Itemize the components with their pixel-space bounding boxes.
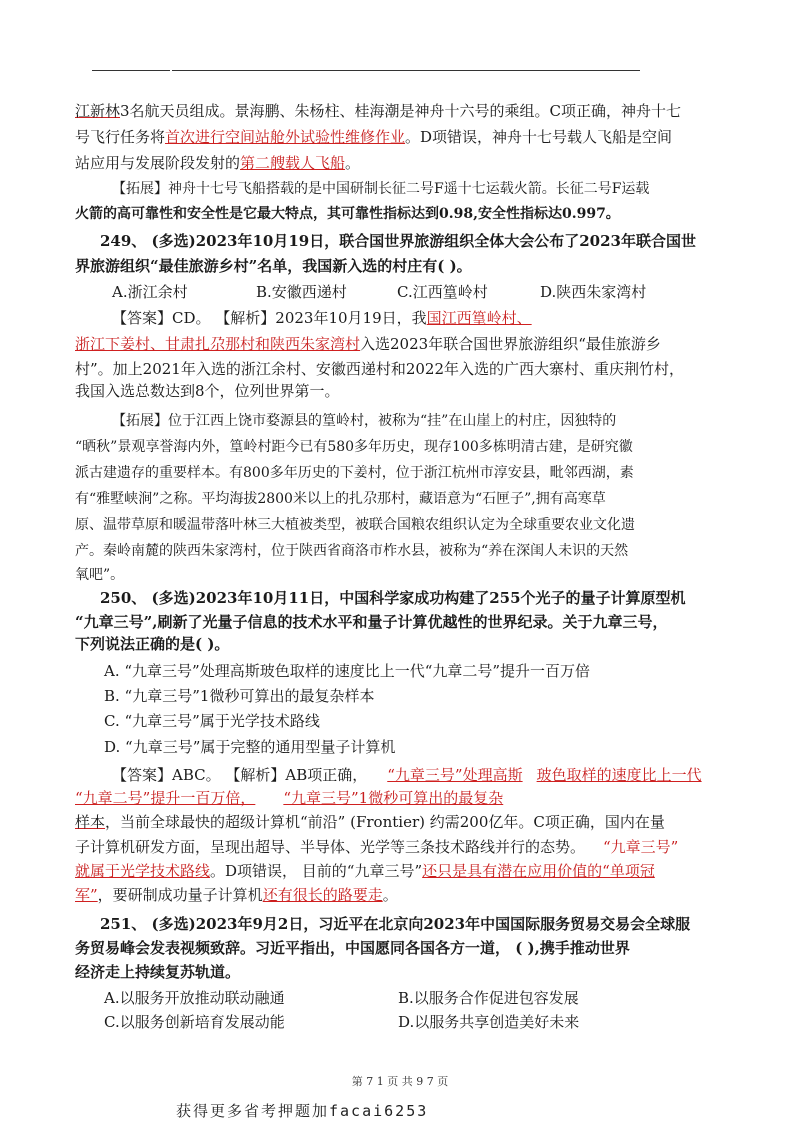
extension-line: 火箭的高可靠性和安全性是它最大特点，其可靠性指标达到0.98,安全性指标达0.997。: [75, 206, 620, 222]
answer-line: 我国入选总数达到8个，位列世界第一。: [75, 382, 340, 400]
option-b: B. “九章三号”1微秒可算出的最复杂样本: [104, 687, 375, 705]
answer-line: “九章二号”提升一百万倍， “九章三号”1微秒可算出的最复杂: [75, 789, 504, 807]
extension-line: 【拓展】神舟十七号飞船搭载的是中国研制长征二号F遥十七运载火箭。长征二号F运载: [112, 181, 650, 197]
header-rule-left: [92, 70, 170, 71]
promo-text: 获得更多省考押题加facai6253: [176, 1102, 429, 1120]
paragraph-line: 江新林3名航天员组成。景海鹏、朱杨柱、桂海潮是神舟十六号的乘组。C项正确，神舟十七: [75, 102, 682, 120]
question-250-stem: 下列说法正确的是( )。: [75, 635, 230, 653]
option-b: B.以服务合作促进包容发展: [398, 989, 579, 1007]
question-251-stem: 经济走上持续复苏轨道。: [75, 963, 241, 981]
page-number: 第 7 1 页 共 9 7 页: [351, 1075, 449, 1088]
answer-line: 浙江下姜村、甘肃扎尕那村和陕西朱家湾村入选2023年联合国世界旅游组织“最佳旅游乡: [75, 335, 661, 353]
answer-line: 子计算机研发方面，呈现出超导、半导体、光学等三条技术路线并行的态势。 “九章三号”: [75, 838, 679, 856]
option-b: B.安徽西递村: [256, 283, 347, 301]
paragraph-line: 站应用与发展阶段发射的第二艘载人飞船。: [75, 154, 361, 172]
answer-line: 军”，要研制成功量子计算机还有很长的路要走。: [75, 886, 398, 904]
extension-line: “晒秋”景观享誉海内外，篁岭村距今已有580多年历史，现存100多栋明清古建，是研究徽: [75, 439, 633, 455]
answer-line: 【答案】CD。 【解析】2023年10月19日，我国江西篁岭村、: [112, 309, 532, 327]
option-c: C. “九章三号”属于光学技术路线: [104, 712, 320, 730]
option-d: D.陕西朱家湾村: [540, 283, 647, 301]
option-a: A.以服务开放推动联动融通: [104, 989, 285, 1007]
option-c: C.以服务创新培育发展动能: [104, 1013, 285, 1031]
question-250-stem: 250、 (多选)2023年10月11日，中国科学家成功构建了255个光子的量子计算原型机: [100, 589, 686, 607]
paragraph-line: 号飞行任务将首次进行空间站舱外试验性维修作业。D项错误，神舟十七号载人飞船是空间: [75, 128, 673, 146]
extension-line: 派古建遗存的重要样本。有800多年历史的下姜村，位于浙江杭州市淳安县，毗邻西湖，素: [75, 465, 634, 481]
option-d: D.以服务共享创造美好未来: [398, 1013, 580, 1031]
answer-line: 就属于光学技术路线。D项错误， 目前的“九章三号”还只是具有潜在应用价值的“单项冠: [75, 862, 655, 880]
answer-line: 村”。加上2021年入选的浙江余村、安徽西递村和2022年入选的广西大寨村、重庆荆竹村，: [75, 360, 685, 378]
extension-line: 原、温带草原和暖温带落叶林三大植被类型，被联合国粮农组织认定为全球重要农业文化遗: [75, 517, 635, 533]
option-a: A. “九章三号”处理高斯玻色取样的速度比上一代“九章二号”提升一百万倍: [104, 662, 591, 680]
question-251-stem: 务贸易峰会发表视频致辞。习近平指出，中国愿同各国各方一道， ( ),携手推动世界: [75, 939, 630, 957]
extension-line: 【拓展】位于江西上饶市婺源县的篁岭村，被称为“挂”在山崖上的村庄，因独特的: [112, 413, 617, 429]
option-a: A.浙江余村: [112, 283, 188, 301]
answer-line: 样本，当前全球最快的超级计算机“前沿” (Frontier) 约需200亿年。C项正确，国内在量: [75, 813, 665, 831]
answer-line: 【答案】ABC。 【解析】AB项正确， “九章三号”处理高斯 玻色取样的速度比上一代: [112, 766, 702, 784]
option-c: C.江西篁岭村: [397, 283, 488, 301]
header-rule-right: [172, 70, 640, 71]
question-249-stem: 249、 (多选)2023年10月19日，联合国世界旅游组织全体大会公布了2023年联合国世: [100, 232, 696, 250]
extension-line: 氧吧”。: [75, 567, 125, 583]
extension-line: 有“雅墅峡涧”之称。平均海拔2800米以上的扎尕那村，藏语意为“石匣子”,拥有高寒草: [75, 491, 606, 507]
option-d: D. “九章三号”属于完整的通用型量子计算机: [104, 738, 396, 756]
question-250-stem: “九章三号”,刷新了光量子信息的技术水平和量子计算优越性的世界纪录。关于九章三号，: [75, 613, 668, 631]
question-251-stem: 251、 (多选)2023年9月2日，习近平在北京向2023年中国国际服务贸易交易会全球服: [100, 915, 691, 933]
extension-line: 产。秦岭南麓的陕西朱家湾村，位于陕西省商洛市柞水县，被称为“养在深闺人未识的天然: [75, 543, 629, 559]
question-249-stem: 界旅游组织“最佳旅游乡村”名单，我国新入选的村庄有( )。: [75, 257, 472, 275]
